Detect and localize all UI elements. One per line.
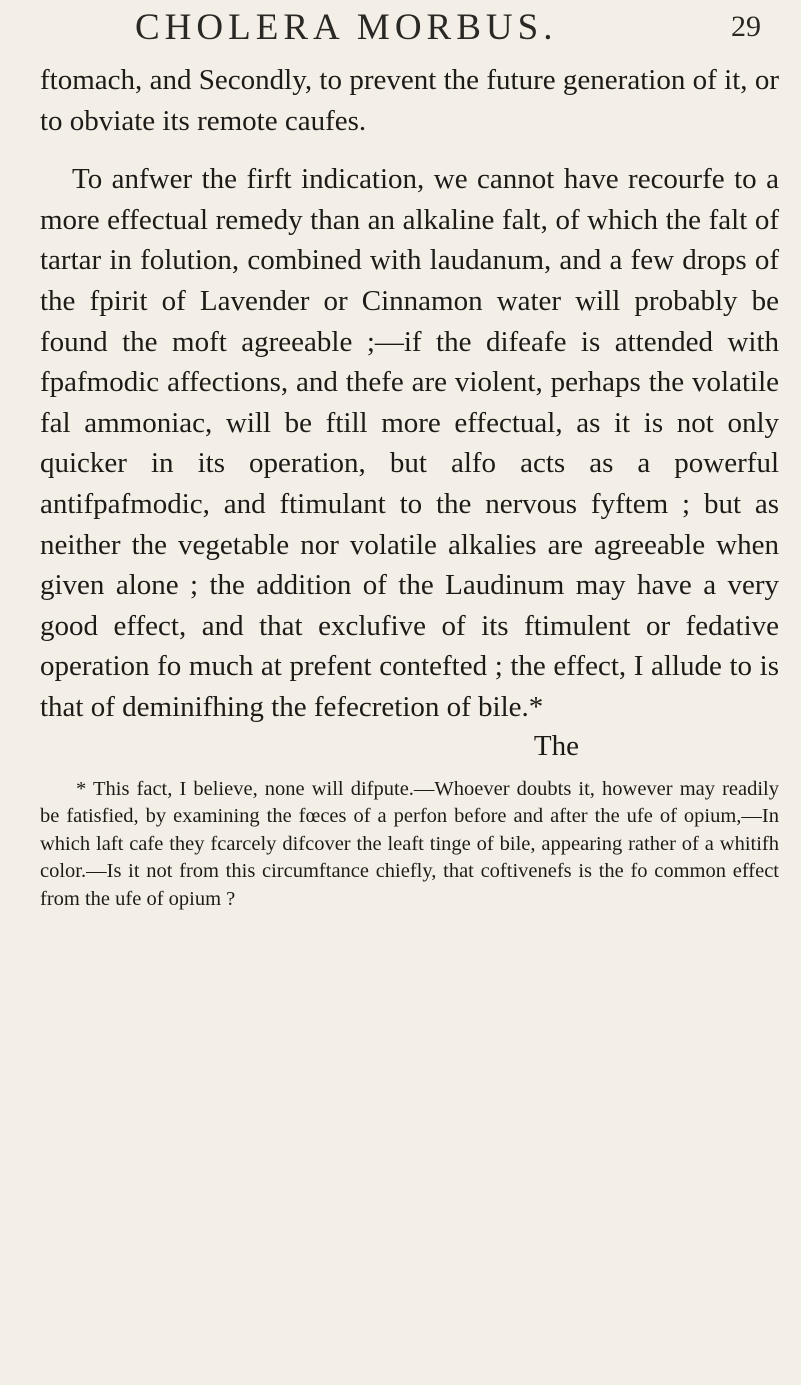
page-number: 29 [731, 10, 761, 43]
footnote: * This fact, I believe, none will difpute.—Whoever doubts it, however may readily be fatisfied, by examining the fœces of a perfon before and after the ufe of opium,—In which laft cafe they fcarcely difcover the leaft tinge of bile, appearing rather of a whitifh color.—Is it not from this circumftance chiefly, that coftivenefs is the fo common effect from the ufe of opium ? [40, 777, 779, 910]
running-title: CHOLERA MORBUS. [135, 7, 558, 48]
paragraph-continuation: ftomach, and Secondly, to prevent the future generation of it, or to obviate its remote caufes. [40, 64, 779, 137]
paragraph-treatment: To anfwer the firft indication, we cannot have recourfe to a more effectual remedy than an alkaline falt, of which the falt of tartar in folution, combined with laudanum, and a few drops of the fpirit of Lavender or Cinnamon water will probably be found the moft agreeable ;—if the difeafe is attended with fpafmodic affections, and thefe are violent, perhaps the volatile fal ammoniac, will be ftill more effectual, as it is not only quicker in its operation, but alfo acts as a powerful antifpafmodic, and ftimulant to the nervous fyftem ; but as neither the vegetable nor volatile alkalies are agreeable when given alone ; the addition of the Laudinum may have a very good effect, and that exclufive of its ftimulent or fedative operation fo much at prefent contefted ; the effect, I allude to is that of deminifhing the fefecretion of bile.* [40, 163, 779, 723]
running-head [40, 0, 779, 60]
catchword: The [533, 729, 579, 762]
